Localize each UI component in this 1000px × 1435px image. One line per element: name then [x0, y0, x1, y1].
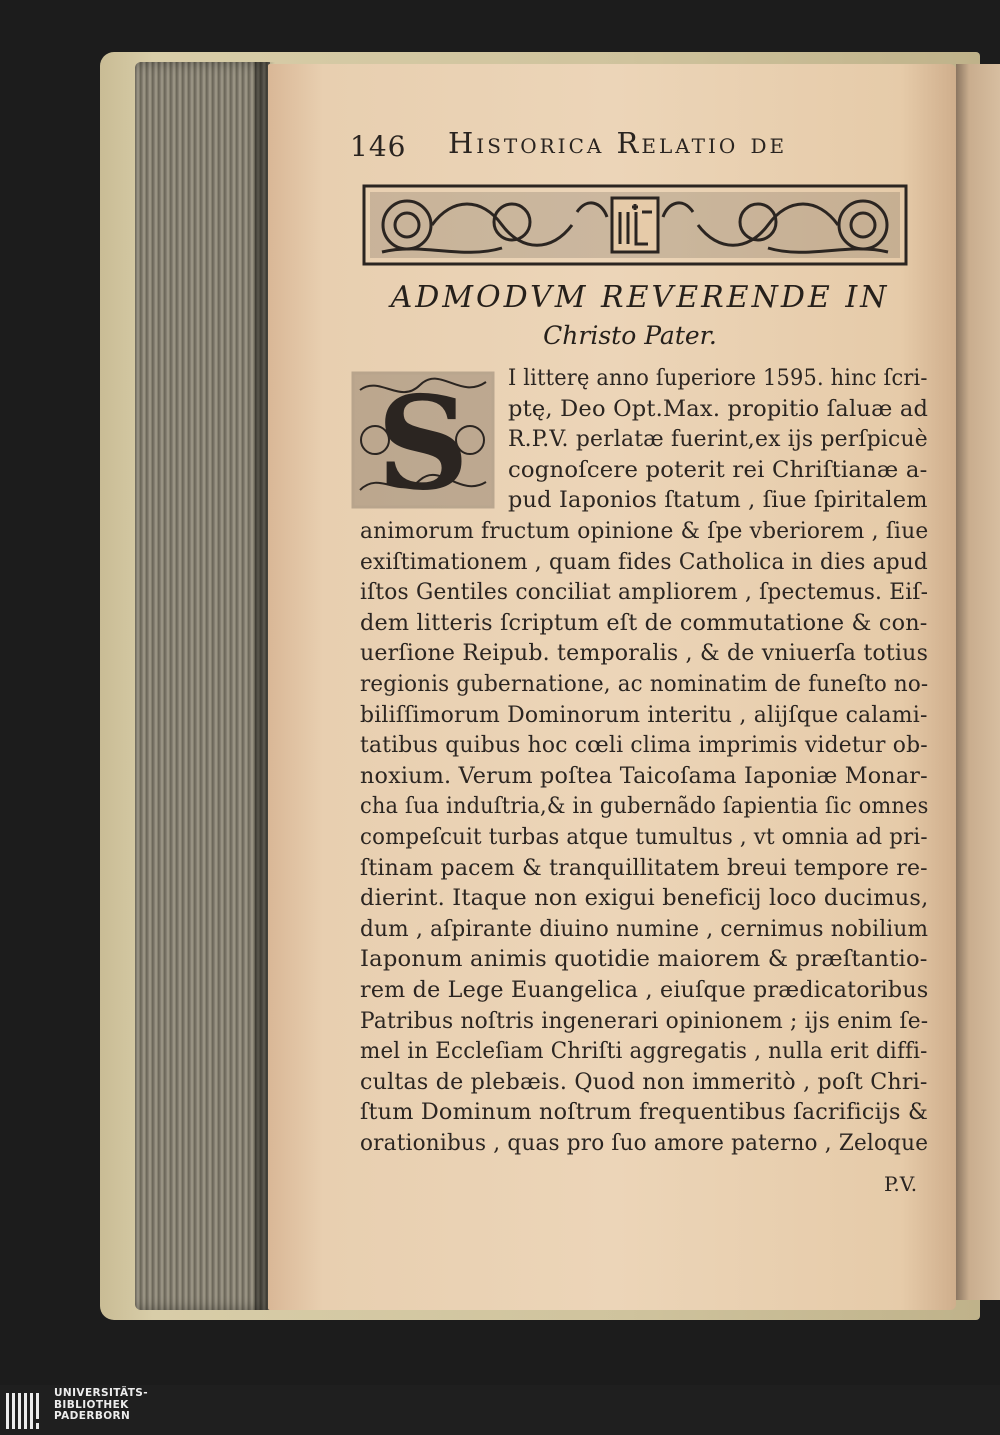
text-line: tatibus quibus hoc cœli clima imprimis videtur ob- — [360, 733, 928, 759]
text-line: ptę, Deo Opt.Max. propitio ſaluæ ad — [508, 396, 929, 422]
library-line-2: BIBLIOTHEK — [54, 1398, 129, 1411]
text-line: mel in Eccleſiam Chriſti aggregatis , nulla erit diffi- — [360, 1039, 928, 1065]
text-line: animorum fructum opinione & ſpe vberiorem , ſiue — [360, 519, 929, 544]
letter-heading: ADMODVM REVERENDE IN — [390, 280, 890, 315]
library-logo-icon — [6, 1393, 46, 1429]
text-line: dum , aſpirante diuino numine , cernimus nobilium — [360, 916, 929, 942]
text-line: noxium. Verum poſtea Taicoſama Iaponiæ Monar- — [360, 763, 928, 789]
text-line: uerſione Reipub. temporalis , & de vniuerſa totius — [360, 641, 929, 667]
text-line: pud Iaponios ſtatum , ſiue ſpiritalem — [508, 488, 928, 514]
text-line: biliſſimorum Dominorum interitu , alijſque calami- — [360, 702, 928, 728]
catchword: P.V. — [884, 1172, 918, 1196]
letter-subheading: Christo Pater. — [543, 321, 717, 350]
decorated-initial-icon — [350, 370, 496, 510]
initial-letter: S — [376, 370, 470, 510]
library-line-1: UNIVERSITÄTS- — [54, 1387, 149, 1399]
facing-page-edge — [956, 64, 1000, 1300]
text-line: iſtos Gentiles conciliat ampliorem , ſpectemus. Eiſ- — [360, 580, 929, 606]
text-line: orationibus , quas pro ſuo amore paterno , Zeloque — [360, 1131, 929, 1156]
text-line: Iaponum animis quotidie maiorem & præſtantio- — [360, 947, 928, 973]
text-line: compeſcuit turbas atque tumultus , vt omnia ad pri- — [360, 825, 928, 850]
library-name — [54, 1388, 148, 1423]
library-footer — [0, 1385, 1000, 1435]
page-header — [350, 126, 870, 170]
text-line: ſtum Dominum noſtrum frequentibus ſacrificijs & — [360, 1100, 929, 1126]
running-head: Historica Relatio de — [448, 126, 788, 160]
text-line: rem de Lege Euangelica , eiuſque prædicatoribus — [360, 978, 929, 1003]
text-line: exiſtimationem , quam fides Catholica in dies apud — [360, 549, 928, 575]
page-number: 146 — [350, 130, 407, 163]
text-line: cha ſua induſtria,& in gubernãdo ſapientia ſic omnes — [360, 794, 929, 820]
text-line: cultas de plebæis. Quod non immeritò , poſt Chri- — [360, 1069, 928, 1095]
text-line: ſtinam pacem & tranquillitatem breui tempore re- — [360, 855, 928, 881]
text-line: dierint. Itaque non exigui beneficij loco ducimus, — [360, 886, 929, 912]
library-line-3: PADERBORN — [54, 1410, 131, 1422]
text-line: I litterę anno ſuperiore 1595. hinc ſcri- — [508, 366, 928, 391]
text-line: dem litteris ſcriptum eſt de commutatione & con- — [360, 610, 928, 636]
page-edges — [135, 62, 270, 1310]
text-line: cognoſcere poterit rei Chriſtianæ a- — [508, 457, 928, 483]
text-line: regionis gubernatione, ac nominatim de funeſto no- — [360, 672, 929, 697]
ornament-band-icon — [362, 182, 908, 268]
text-line: R.P.V. perlatæ fuerint,ex ijs perſpicuè — [508, 427, 928, 453]
text-line: Patribus noſtris ingenerari opinionem ; ijs enim ſe- — [360, 1008, 929, 1034]
